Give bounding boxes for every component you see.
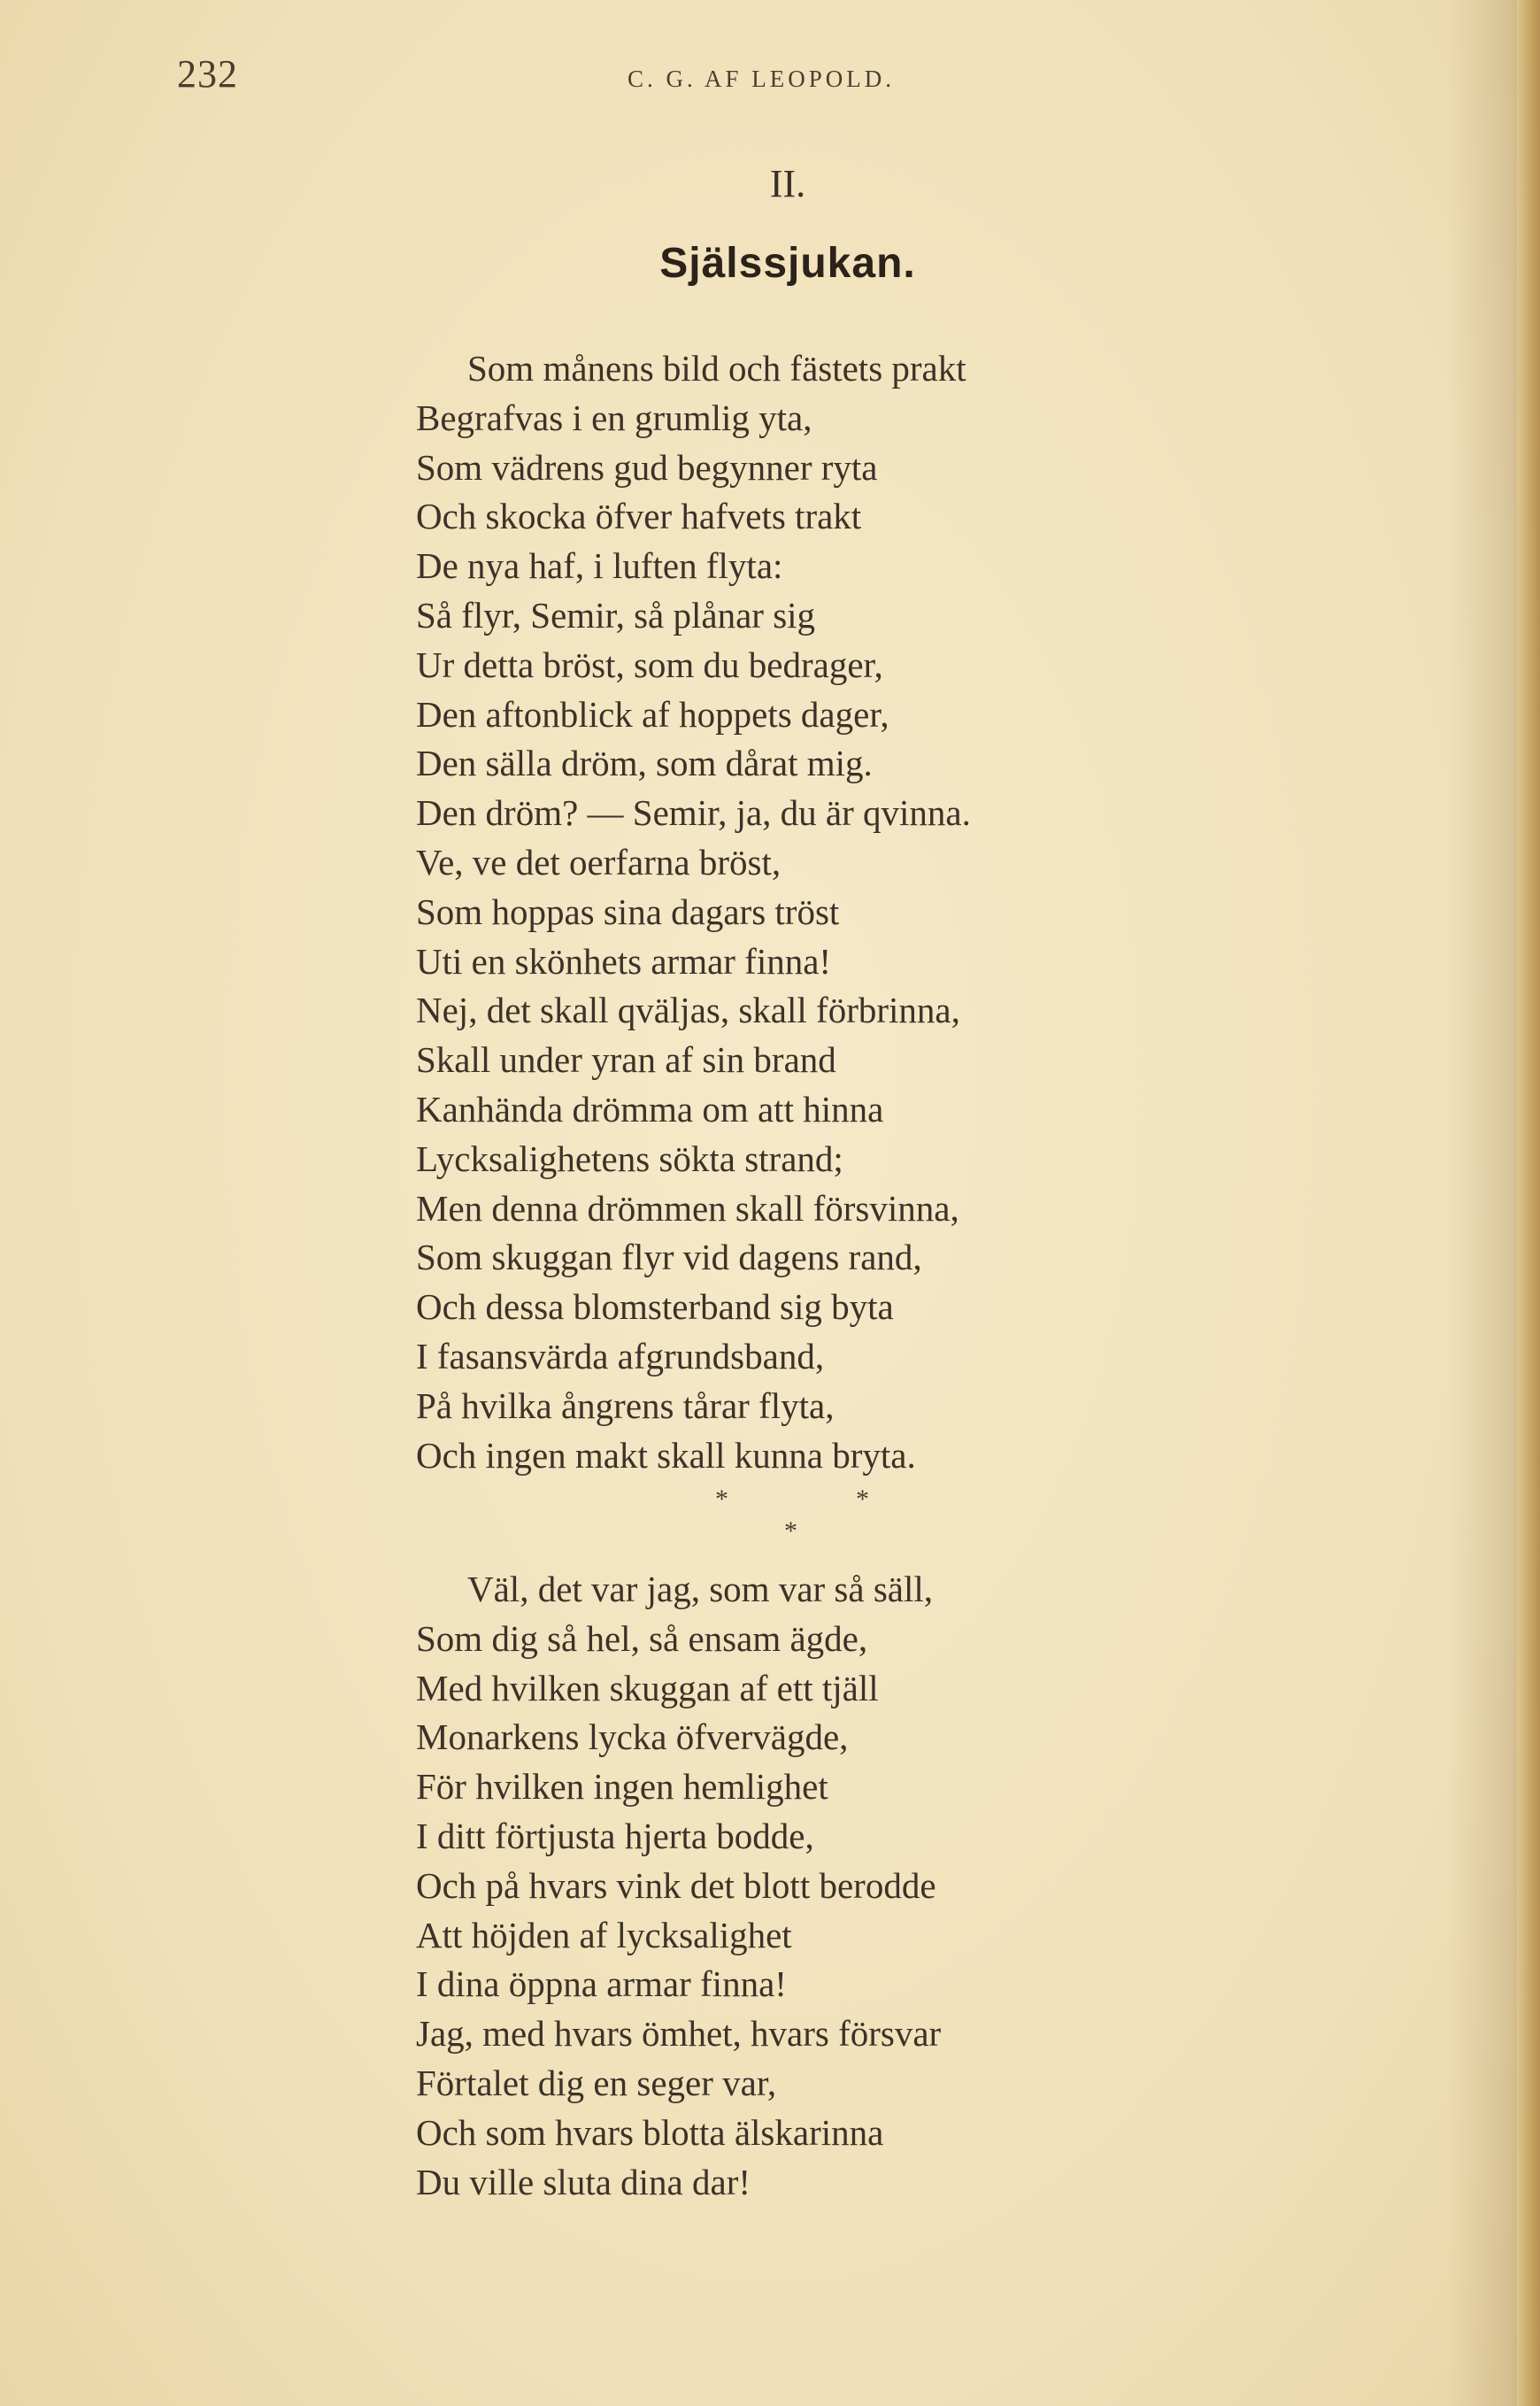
poem-line: På hvilka ångrens tårar flyta, [416, 1384, 835, 1426]
poem-line: För hvilken ingen hemlighet [416, 1766, 828, 1808]
section-numeral: II. [769, 162, 806, 205]
poem-line: Uti en skönhets armar finna! [416, 940, 832, 982]
poem-line: Förtalet dig en seger var, [416, 2062, 777, 2103]
poem-line: Lycksalighetens sökta strand; [416, 1137, 843, 1179]
poem-line: Jag, med hvars ömhet, hvars försvar [416, 2013, 942, 2055]
asterisk: * [784, 1516, 797, 1546]
poem-line: Och dessa blomsterband sig byta [416, 1286, 894, 1328]
poem-line: Och skocka öfver hafvets trakt [416, 496, 862, 537]
asterisk: * [856, 1484, 869, 1514]
poem-line: Och som hvars blotta älskarinna [416, 2111, 884, 2153]
poem-line: Och på hvars vink det blott berodde [416, 1864, 936, 1906]
page-edge [1517, 0, 1540, 2406]
poem-line: Men denna drömmen skall försvinna, [416, 1187, 959, 1229]
page-number: 232 [177, 52, 238, 96]
poem-line: Du ville sluta dina dar! [416, 2161, 751, 2202]
poem-line: Monarkens lycka öfvervägde, [416, 1716, 849, 1758]
poem-line: Väl, det var jag, som var så säll, [467, 1569, 934, 1609]
stanza-1 [416, 344, 971, 1480]
poem-line: I fasansvärda afgrundsband, [416, 1335, 825, 1377]
poem-line: I dina öppna armar finna! [416, 1963, 787, 2005]
poem-line: Som månens bild och fästets prakt [467, 348, 966, 389]
poem-line: I ditt förtjusta hjerta bodde, [416, 1815, 814, 1856]
poem-line: Så flyr, Semir, så plånar sig [416, 594, 816, 636]
poem-line: Skall under yran af sin brand [416, 1039, 836, 1081]
poem-line: Kanhända drömma om att hinna [416, 1088, 884, 1130]
poem-line: Som skuggan flyr vid dagens rand, [416, 1237, 922, 1278]
poem-line: Begrafvas i en grumlig yta, [416, 397, 812, 438]
poem-line: Den dröm? — Semir, ja, du är qvinna. [416, 792, 971, 834]
poem-line: Den aftonblick af hoppets dager, [416, 693, 889, 735]
stanza-2 [416, 1565, 941, 2207]
poem-line: Som dig så hel, så ensam ägde, [416, 1617, 868, 1659]
poem-line: Med hvilken skuggan af ett tjäll [416, 1667, 879, 1708]
section-separator [0, 1484, 1540, 1546]
poem-line: Ve, ve det oerfarna bröst, [416, 841, 782, 883]
poem-title: Själssjukan. [659, 240, 916, 287]
poem-line: Nej, det skall qväljas, skall förbrinna, [416, 990, 960, 1031]
poem-line: Som vädrens gud begynner ryta [416, 446, 878, 488]
asterisk: * [715, 1484, 728, 1514]
poem-line: Att höjden af lycksalighet [416, 1914, 792, 1955]
poem-line: Som hoppas sina dagars tröst [416, 891, 840, 932]
poem-line: Den sälla dröm, som dårat mig. [416, 743, 873, 784]
running-head: C. G. AF LEOPOLD. [627, 66, 896, 92]
poem-line: De nya haf, i luften flyta: [416, 545, 783, 587]
poem-line: Och ingen makt skall kunna bryta. [416, 1434, 916, 1476]
poem-line: Ur detta bröst, som du bedrager, [416, 644, 883, 685]
